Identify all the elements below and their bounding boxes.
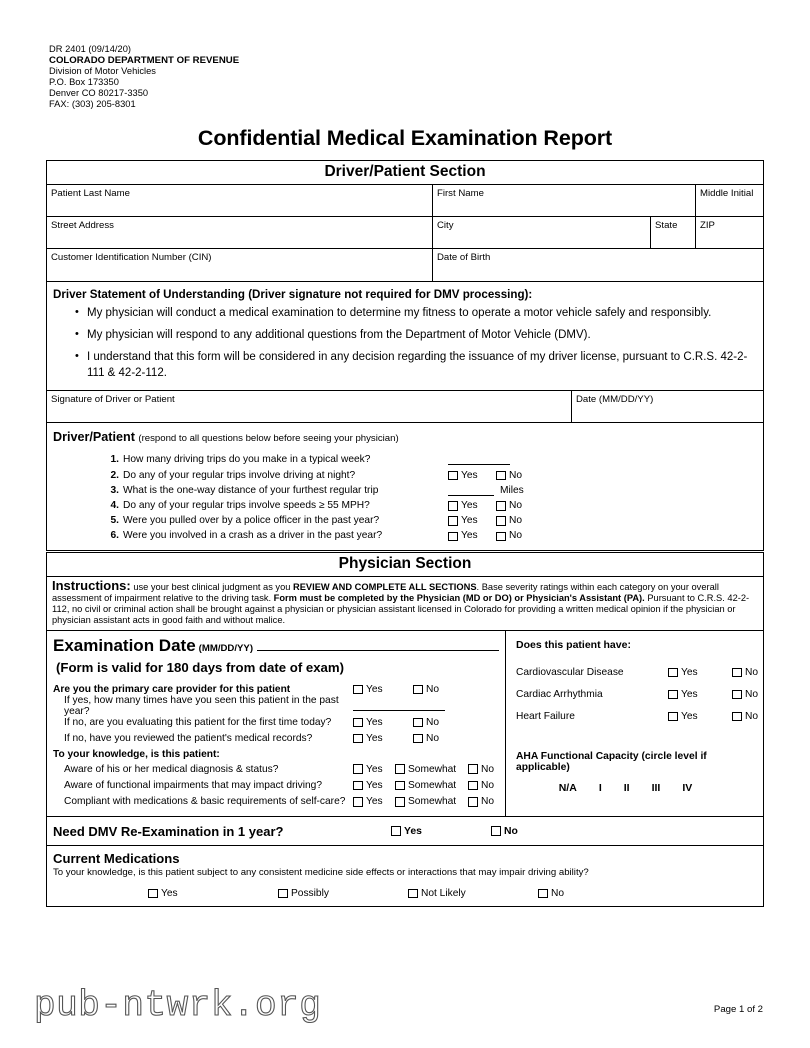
yes-option[interactable] <box>148 888 278 899</box>
no-label: No <box>504 825 518 837</box>
aha-level-i[interactable]: I <box>598 782 602 795</box>
no-option[interactable] <box>468 780 494 791</box>
no-option[interactable] <box>413 717 439 728</box>
aha-level-iv[interactable]: IV <box>682 782 693 795</box>
exam-date-label: Examination Date <box>53 636 196 656</box>
street-address-label: Street Address <box>51 220 114 231</box>
aha-level-iii[interactable]: III <box>651 782 661 795</box>
no-option[interactable] <box>496 470 522 482</box>
city-label: City <box>437 220 454 231</box>
driver-patient-section-heading: Driver/Patient Section <box>47 161 763 185</box>
no-option[interactable] <box>496 515 522 527</box>
list-item: • I understand that this form will be considered in any decision regarding the issuance of my driver license, pursuant to C.R.S. 42-2-111 & 42-2-112. <box>75 350 753 380</box>
answer-blank-field[interactable] <box>448 455 510 465</box>
last-name-label: Patient Last Name <box>51 188 130 199</box>
question-text: Do any of your regular trips involve speeds ≥ 55 MPH? <box>123 499 370 511</box>
question-number: 5. <box>110 515 119 527</box>
no-label: No <box>551 888 565 900</box>
checkbox-icon[interactable] <box>353 781 363 791</box>
field-last-name[interactable] <box>47 185 433 216</box>
po-box: P.O. Box 173350 <box>49 77 119 88</box>
yes-option[interactable] <box>353 780 395 791</box>
yes-option[interactable] <box>668 689 732 700</box>
checkbox-icon[interactable] <box>668 668 678 678</box>
checkbox-icon[interactable] <box>395 781 405 791</box>
answer-blank-field[interactable] <box>353 701 445 711</box>
page-title: Confidential Medical Examination Report <box>197 126 613 150</box>
checkbox-icon[interactable] <box>353 734 363 744</box>
answer-group <box>448 485 524 497</box>
checkbox-icon[interactable] <box>496 516 506 526</box>
checkbox-icon[interactable] <box>468 764 478 774</box>
fax-number: FAX: (303) 205-8301 <box>49 99 136 110</box>
question-text: If yes, how many times have you seen this patient in the past year? <box>64 694 339 717</box>
checkbox-icon[interactable] <box>413 685 423 695</box>
yes-label: Yes <box>461 499 478 511</box>
reexam-row <box>47 817 763 846</box>
field-city[interactable] <box>433 217 651 248</box>
driver-questions-heading <box>53 430 757 446</box>
physician-instructions <box>47 577 763 631</box>
checkbox-icon[interactable] <box>668 690 678 700</box>
checkbox-icon[interactable] <box>491 826 501 836</box>
list-item <box>47 714 505 730</box>
question-text: Do any of your regular trips involve driving at night? <box>123 469 356 481</box>
field-street-address[interactable] <box>47 217 433 248</box>
checkbox-icon[interactable] <box>732 668 742 678</box>
aha-level-ii[interactable]: II <box>623 782 630 795</box>
question-number: 1. <box>110 454 119 466</box>
yes-option[interactable] <box>353 796 395 807</box>
yes-option[interactable] <box>448 500 496 512</box>
checkbox-icon[interactable] <box>413 718 423 728</box>
checkbox-icon[interactable] <box>353 764 363 774</box>
list-item: • My physician will respond to any additional questions from the Department of Motor Vehicle (DMV). <box>75 328 753 343</box>
reexam-question: Need DMV Re-Examination in 1 year? <box>53 823 284 839</box>
yes-option[interactable] <box>668 711 732 722</box>
somewhat-option[interactable] <box>395 780 468 791</box>
checkbox-icon[interactable] <box>668 712 678 722</box>
yes-option[interactable] <box>448 515 496 527</box>
answer-group <box>448 530 522 542</box>
field-state[interactable] <box>651 217 696 248</box>
checkbox-icon[interactable] <box>448 532 458 542</box>
list-item <box>53 514 757 529</box>
miles-blank-field[interactable] <box>448 486 494 496</box>
first-name-label: First Name <box>437 188 484 199</box>
list-item <box>47 761 505 777</box>
no-option[interactable] <box>496 500 522 512</box>
no-label: No <box>426 716 440 728</box>
driver-questions-block <box>47 423 763 551</box>
medications-options <box>53 888 757 899</box>
question-text: What is the one-way distance of your furthest regular trip <box>123 484 379 496</box>
list-item <box>47 694 505 717</box>
driver-patient-frame <box>46 160 764 551</box>
question-text: Compliant with medications & basic requirements of self-care? <box>64 796 346 808</box>
checkbox-icon[interactable] <box>468 781 478 791</box>
no-option[interactable] <box>468 764 494 775</box>
no-label: No <box>509 530 523 542</box>
question-text: How many driving trips do you make in a typical week? <box>123 454 371 466</box>
checkbox-icon[interactable] <box>278 889 288 899</box>
no-option[interactable] <box>538 888 668 899</box>
no-label: No <box>426 684 440 696</box>
does-patient-have-heading: Does this patient have: <box>516 639 631 652</box>
to-your-knowledge-heading: To your knowledge, is this patient: <box>53 748 220 760</box>
exam-date-row <box>47 631 505 656</box>
city-state-zip: Denver CO 80217-3350 <box>49 88 149 99</box>
checkbox-icon[interactable] <box>496 471 506 481</box>
field-signature[interactable] <box>47 391 572 422</box>
instructions-part2: . Base severity ratings within each category on your overall assessment of impairment relative to the driving task. <box>52 582 719 604</box>
yes-label: Yes <box>366 763 383 775</box>
medications-question: To your knowledge, is this patient subject to any consistent medicine side effects or interactions that may impair driving ability? <box>53 867 589 879</box>
no-option[interactable] <box>732 711 758 722</box>
list-item: • My physician will conduct a medical examination to determine my fitness to operate a motor vehicle safely and responsibly. <box>75 306 753 321</box>
aha-levels <box>516 782 763 794</box>
question-number: 6. <box>110 530 119 542</box>
somewhat-label: Somewhat <box>408 796 457 808</box>
driver-statement-block <box>47 282 763 391</box>
checkbox-icon[interactable] <box>408 889 418 899</box>
list-item <box>53 468 757 483</box>
yes-label: Yes <box>366 796 383 808</box>
yes-label: Yes <box>366 716 383 728</box>
state-label: State <box>655 220 678 231</box>
yes-label: Yes <box>681 688 698 700</box>
address-row <box>47 217 763 249</box>
somewhat-option[interactable] <box>395 764 468 775</box>
somewhat-label: Somewhat <box>408 763 457 775</box>
yes-option[interactable] <box>391 826 491 837</box>
agency-header <box>49 44 239 111</box>
answer-group <box>448 500 522 512</box>
no-label: No <box>481 763 495 775</box>
list-item <box>53 498 757 513</box>
condition-name: Cardiac Arrhythmia <box>516 688 603 700</box>
cin-dob-row <box>47 249 763 282</box>
list-item <box>47 777 505 793</box>
form-number: DR 2401 (09/14/20) <box>49 44 132 54</box>
list-item <box>47 731 505 747</box>
field-zip[interactable] <box>696 217 763 248</box>
signature-label: Signature of Driver or Patient <box>51 393 175 405</box>
field-middle-initial[interactable] <box>696 185 763 216</box>
checkbox-icon[interactable] <box>413 734 423 744</box>
yes-option[interactable] <box>353 733 413 744</box>
list-item <box>516 705 763 727</box>
no-option[interactable] <box>413 733 439 744</box>
physician-left-column <box>47 631 506 816</box>
driver-statement-list <box>53 306 753 381</box>
question-text: Were you pulled over by a police officer in the past year? <box>123 515 380 527</box>
physician-columns <box>47 631 763 817</box>
signature-row <box>47 391 763 423</box>
checkbox-icon[interactable] <box>732 690 742 700</box>
instructions-lead: Instructions: <box>52 578 131 593</box>
question-text: If no, are you evaluating this patient for the first time today? <box>64 716 332 728</box>
yes-label: Yes <box>366 733 383 745</box>
checkbox-icon[interactable] <box>448 516 458 526</box>
driver-questions-title: Driver/Patient <box>53 429 135 444</box>
no-option[interactable] <box>496 530 522 542</box>
yes-option[interactable] <box>353 684 413 695</box>
yes-option[interactable] <box>353 717 413 728</box>
page-number: Page 1 of 2 <box>713 1004 763 1015</box>
question-text: Aware of his or her medical diagnosis & status? <box>64 763 279 775</box>
yes-option[interactable] <box>448 470 496 482</box>
yes-option[interactable] <box>448 530 496 542</box>
instructions-part1: use your best clinical judgment as you <box>130 582 293 592</box>
list-item <box>516 683 763 705</box>
yes-option[interactable] <box>353 764 395 775</box>
checkbox-icon[interactable] <box>538 889 548 899</box>
no-option[interactable] <box>413 684 439 695</box>
no-label: No <box>745 688 759 700</box>
dob-label: Date of Birth <box>437 252 491 263</box>
division-name: Division of Motor Vehicles <box>49 66 156 77</box>
question-number: 4. <box>110 499 119 511</box>
watermark: pub-ntwrk.org <box>34 985 322 1026</box>
list-item <box>53 453 757 468</box>
no-label: No <box>509 469 523 481</box>
physician-frame <box>46 552 764 907</box>
checkbox-icon[interactable] <box>353 797 363 807</box>
checkbox-icon[interactable] <box>395 764 405 774</box>
question-text: Are you the primary care provider for this patient <box>53 684 291 696</box>
driver-questions-subtitle: (respond to all questions below before seeing your physician) <box>138 432 399 444</box>
question-number: 2. <box>110 469 119 481</box>
checkbox-icon[interactable] <box>391 826 401 836</box>
list-item <box>53 529 757 544</box>
no-label: No <box>509 499 523 511</box>
signature-date-label: Date (MM/DD/YY) <box>576 393 654 405</box>
driver-statement-heading: Driver Statement of Understanding (Driver signature not required for DMV processing): <box>53 288 533 301</box>
aha-level-na[interactable]: N/A <box>558 782 577 795</box>
question-number: 3. <box>110 484 119 496</box>
possibly-option[interactable] <box>278 888 408 899</box>
yes-label: Yes <box>681 666 698 678</box>
driver-questions-list <box>53 453 757 544</box>
yes-label: Yes <box>366 684 383 696</box>
checkbox-icon[interactable] <box>448 501 458 511</box>
yes-label: Yes <box>461 530 478 542</box>
checkbox-icon[interactable] <box>395 797 405 807</box>
somewhat-label: Somewhat <box>408 780 457 792</box>
instructions-bold1: REVIEW AND COMPLETE ALL SECTIONS <box>293 582 477 592</box>
checkbox-icon[interactable] <box>496 501 506 511</box>
answer-group <box>448 470 522 482</box>
no-label: No <box>745 710 759 722</box>
yes-label: Yes <box>681 710 698 722</box>
exam-date-input[interactable] <box>257 638 499 651</box>
question-text: If no, have you reviewed the patient's medical records? <box>64 733 313 745</box>
list-item <box>53 483 757 498</box>
name-row <box>47 185 763 217</box>
list-item <box>47 794 505 810</box>
physician-section-heading: Physician Section <box>47 553 763 577</box>
no-option[interactable] <box>468 796 494 807</box>
somewhat-option[interactable] <box>395 796 468 807</box>
question-text: Were you involved in a crash as a driver in the past year? <box>123 530 383 542</box>
no-label: No <box>426 733 440 745</box>
instructions-bold2: Form must be completed by the Physician (MD or DO) or Physician's Assistant (PA). <box>273 593 645 604</box>
not-likely-option[interactable] <box>408 888 538 899</box>
cin-label: Customer Identification Number (CIN) <box>51 252 212 263</box>
medications-heading: Current Medications <box>53 851 180 867</box>
instructions-part3: Pursuant to C.R.S. 42-2-112, no civil or criminal action shall be brought against a physician or physician assistant licensed in Colorado for providing a written medical opinion if the physician or physician assistant acts in good faith and without malice. <box>52 593 750 626</box>
answer-group <box>448 455 510 465</box>
field-signature-date[interactable] <box>572 391 763 422</box>
yes-label: Yes <box>461 515 478 527</box>
no-label: No <box>745 666 759 678</box>
zip-label: ZIP <box>700 220 715 231</box>
exam-date-format: (MM/DD/YY) <box>198 643 254 655</box>
no-option[interactable] <box>732 667 758 678</box>
checkbox-icon[interactable] <box>448 471 458 481</box>
checkbox-icon[interactable] <box>496 532 506 542</box>
department-name: COLORADO DEPARTMENT OF REVENUE <box>49 55 240 67</box>
miles-unit-label: Miles <box>500 484 524 496</box>
middle-initial-label: Middle Initial <box>700 188 754 199</box>
no-option[interactable] <box>491 826 518 837</box>
physician-right-column <box>506 631 763 816</box>
question-text: Aware of functional impairments that may impact driving? <box>64 780 323 792</box>
yes-label: Yes <box>404 825 422 837</box>
checkbox-icon[interactable] <box>353 718 363 728</box>
field-first-name[interactable] <box>433 185 696 216</box>
aha-heading: AHA Functional Capacity (circle level if applicable) <box>516 751 707 774</box>
field-dob[interactable] <box>433 249 763 281</box>
not-likely-label: Not Likely <box>421 888 466 900</box>
no-label: No <box>481 796 495 808</box>
yes-option[interactable] <box>668 667 732 678</box>
possibly-label: Possibly <box>291 888 329 900</box>
validity-note: (Form is valid for 180 days from date of exam) <box>56 660 345 676</box>
checkbox-icon[interactable] <box>468 797 478 807</box>
checkbox-icon[interactable] <box>353 685 363 695</box>
condition-name: Cardiovascular Disease <box>516 666 624 678</box>
no-label: No <box>509 515 523 527</box>
no-option[interactable] <box>732 689 758 700</box>
checkbox-icon[interactable] <box>732 712 742 722</box>
checkbox-icon[interactable] <box>148 889 158 899</box>
yes-label: Yes <box>161 888 178 900</box>
no-label: No <box>481 780 495 792</box>
list-item <box>516 661 763 683</box>
field-cin[interactable] <box>47 249 433 281</box>
medications-block <box>47 846 763 906</box>
yes-label: Yes <box>366 780 383 792</box>
yes-label: Yes <box>461 469 478 481</box>
answer-group <box>448 515 522 527</box>
condition-name: Heart Failure <box>516 710 575 722</box>
